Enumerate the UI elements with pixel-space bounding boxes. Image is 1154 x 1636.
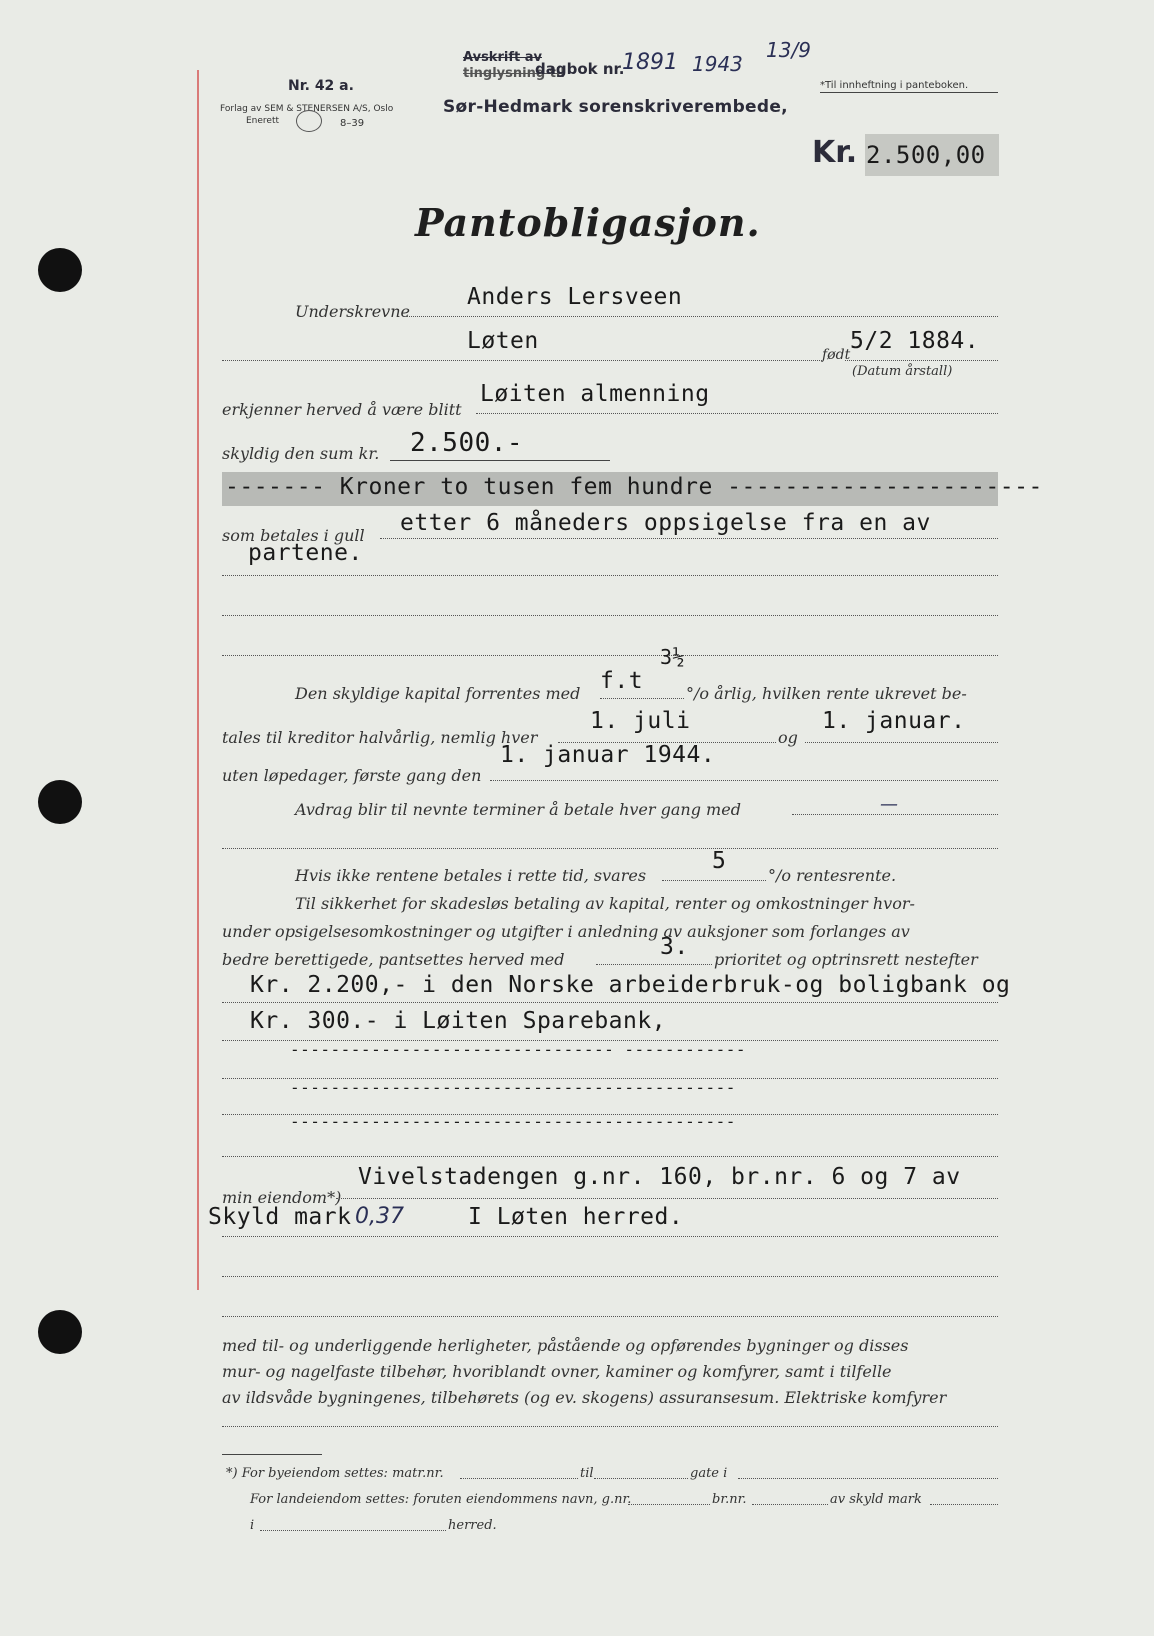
footnote-1b: til [580, 1466, 594, 1481]
dash-line-1: -------------------------------- ------------ [290, 1040, 746, 1059]
security-line-2: under opsigelsesomkostninger og utgifter i anledning av auksjoner som forlanges av [222, 922, 910, 941]
installment-value: — [880, 794, 898, 815]
payment-terms-1: etter 6 måneders oppsigelse fra en av [400, 510, 931, 536]
dotted-line [222, 1156, 998, 1157]
court-office: Sør-Hedmark sorenskriverembede, [443, 97, 788, 117]
note-underline [820, 92, 998, 93]
dotted-line [222, 1276, 998, 1277]
dotted-line [380, 538, 998, 539]
dotted-line [628, 1504, 710, 1505]
dotted-line [596, 964, 712, 965]
form-date: 8–39 [340, 118, 365, 129]
journal-number: 1891 [622, 50, 678, 75]
note-right: *Til innheftning i panteboken. [820, 80, 969, 91]
publisher: Forlag av SEM & STENERSEN A/S, Oslo [220, 104, 394, 114]
dotted-line [222, 1316, 998, 1317]
dotted-line [222, 848, 998, 849]
punch-hole-icon [38, 248, 82, 292]
payment-terms-2: partene. [248, 540, 363, 566]
creditor-name: Løiten almenning [480, 381, 710, 407]
dotted-line [336, 1198, 998, 1199]
penalty-value: 5 [712, 848, 727, 874]
undersigned-label: Underskrevne [295, 302, 410, 321]
dotted-line [662, 880, 766, 881]
dash-line-3: -------------------------------------------- [290, 1112, 736, 1131]
dash-line-2: -------------------------------------------- [290, 1078, 736, 1097]
born-label: født [822, 347, 851, 363]
footnote-1c: gate i [690, 1466, 728, 1481]
form-number: Nr. 42 a. [288, 78, 354, 94]
amount-value: 2.500,00 [866, 141, 986, 169]
dotted-line [845, 360, 998, 361]
interest-and: og [778, 728, 798, 747]
dotted-line [406, 316, 998, 317]
penalty-text-1: Hvis ikke rentene betales i rette tid, svares [295, 866, 647, 885]
footnote-3a: i [250, 1518, 255, 1533]
interest-text-1: Den skyldige kapital forrentes med [295, 684, 581, 703]
dotted-line [222, 1002, 998, 1003]
appurtenances-line-3: av ildsvåde bygningenes, tilbehørets (og ev. skogens) assuransesum. Elektriske komfyrer [222, 1388, 947, 1407]
stamp-struck-text: Avskrift av [463, 50, 542, 65]
dotted-line [476, 413, 998, 414]
property-label: min eiendom*) [222, 1188, 342, 1207]
payment-label: som betales i gull [222, 526, 365, 545]
dotted-line [490, 780, 998, 781]
red-margin-line [197, 70, 199, 1290]
document-title: Pantobligasjon. [415, 200, 761, 245]
amount-in-words: ------- Kroner to tusen fem hundre ---------------------- [225, 474, 1043, 500]
dotted-line [930, 1504, 998, 1505]
property-line-2a: Skyld mark [208, 1204, 352, 1230]
born-value: 5/2 1884. [850, 328, 980, 354]
dotted-line [805, 742, 998, 743]
interest-rate: 3½ [660, 645, 686, 669]
punch-hole-icon [38, 1310, 82, 1354]
date-note: (Datum årstall) [852, 364, 953, 379]
dotted-line [222, 1236, 998, 1237]
journal-date: 13/9 [766, 38, 811, 62]
security-line-1: Til sikkerhet for skadesløs betaling av kapital, renter og omkostninger hvor- [295, 894, 915, 913]
dotted-line [222, 575, 998, 576]
interest-first: 1. januar 1944. [500, 742, 716, 768]
footnote-2c: av skyld mark [830, 1492, 922, 1507]
debt-label: skyldig den sum kr. [222, 444, 380, 463]
security-priority: 3. [660, 934, 689, 960]
property-line-2b: I Løten herred. [468, 1204, 684, 1230]
penalty-text-2: °/o rentesrente. [768, 866, 897, 885]
interest-date-2: 1. januar. [822, 708, 966, 734]
residence-place: Løten [467, 328, 539, 354]
dotted-line [222, 1426, 998, 1427]
property-line-1: Vivelstadengen g.nr. 160, br.nr. 6 og 7 av [358, 1164, 961, 1190]
appurtenances-line-2: mur- og nagelfaste tilbehør, hvoriblandt ovner, kaminer og komfyrer, samt i tilfelle [222, 1362, 892, 1381]
interest-text-2: °/o årlig, hvilken rente ukrevet be- [686, 684, 967, 703]
punch-hole-icon [38, 780, 82, 824]
dotted-line [752, 1504, 828, 1505]
installment-text: Avdrag blir til nevnte terminer å betale hver gang med [295, 800, 741, 819]
interest-text-3: tales til kreditor halvårlig, nemlig hver [222, 728, 538, 747]
appurtenances-line-1: med til- og underliggende herligheter, påstående og opførendes bygninger og disses [222, 1336, 909, 1355]
undersigned-name: Anders Lersveen [467, 284, 683, 310]
debt-value: 2.500.- [410, 428, 524, 458]
security-line-3a: bedre berettigede, pantsettes herved med [222, 950, 565, 969]
footnote-2b: br.nr. [712, 1492, 747, 1507]
exclusive-rights: Enerett [246, 116, 280, 126]
interest-rate-note: f.t [600, 668, 644, 694]
creditor-label: erkjenner herved å være blitt [222, 400, 462, 419]
dotted-line [460, 1478, 578, 1479]
prior-claim-1: Kr. 2.200,- i den Norske arbeiderbruk-og boligbank og [250, 972, 1011, 998]
interest-text-4: uten løpedager, første gang den [222, 766, 482, 785]
debt-underline [390, 460, 610, 461]
dotted-line [594, 1478, 688, 1479]
amount-prefix: Kr. [812, 135, 858, 170]
footnote-2a: For landeiendom settes: foruten eiendommens navn, g.nr. [250, 1492, 632, 1507]
footnote-rule [222, 1454, 322, 1455]
publisher-logo-icon [296, 110, 322, 132]
security-line-3b: prioritet og optrinsrett nestefter [714, 950, 978, 969]
dotted-line [600, 698, 684, 699]
prior-claim-2: Kr. 300.- i Løiten Sparebank, [250, 1008, 667, 1034]
dotted-line [222, 360, 822, 361]
interest-date-1: 1. juli [590, 708, 691, 734]
footnote-1a: *) For byeiendom settes: matr.nr. [226, 1466, 444, 1481]
dotted-line [260, 1530, 446, 1531]
footnote-3b: herred. [448, 1518, 497, 1533]
dotted-line [222, 615, 998, 616]
dotted-line [222, 655, 998, 656]
dotted-line [738, 1478, 998, 1479]
stamp-struck-text-2: tinglysning til [463, 66, 565, 81]
journal-label: dagbok nr. [535, 60, 625, 78]
journal-year: 1943 [692, 52, 743, 76]
property-value: 0,37 [355, 1204, 404, 1229]
